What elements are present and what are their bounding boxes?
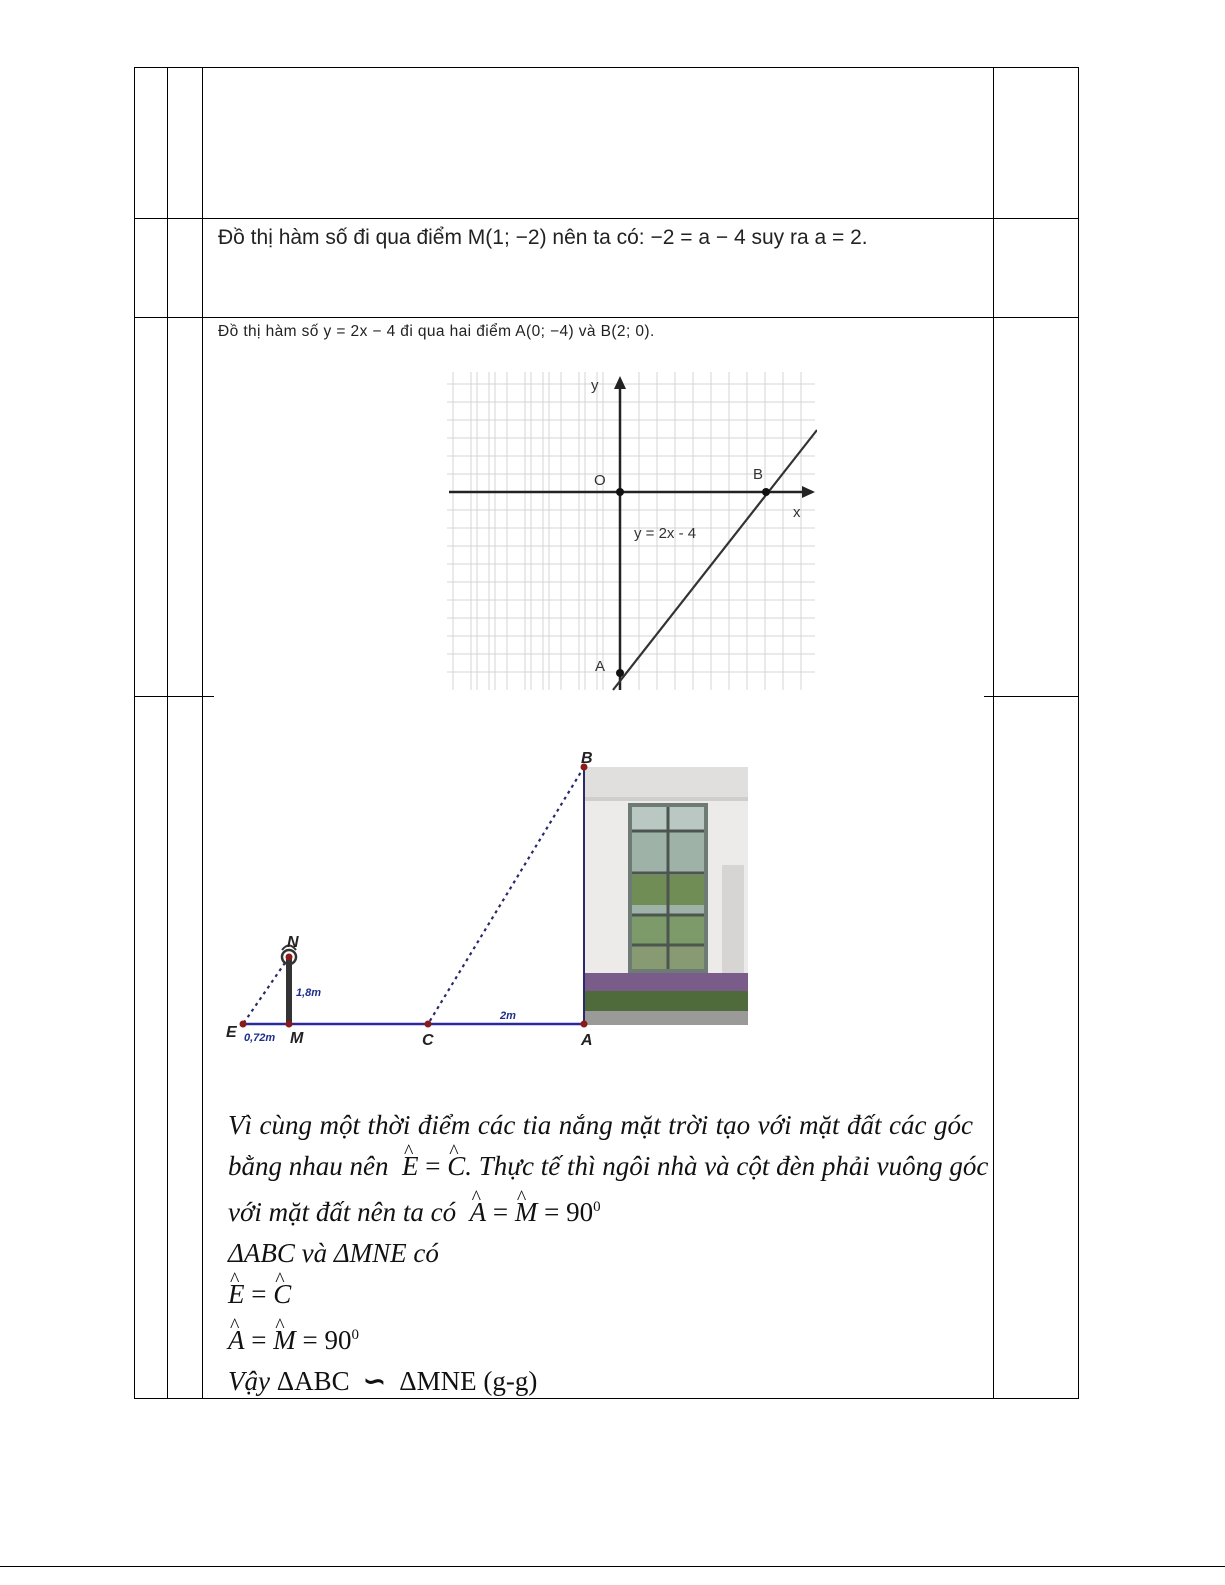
shadow-length-label: 0,72m xyxy=(244,1032,276,1044)
equals-sign: = xyxy=(251,1325,267,1355)
proof-line-1: Vì cùng một thời điểm các tia nắng mặt trời tạo với mặt đất các góc xyxy=(228,1110,973,1140)
row3-solution-text: Đồ thị hàm số y = 2x − 4 đi qua hai điểm A(0; −4) và B(2; 0). xyxy=(218,323,655,340)
proof-line-6 xyxy=(228,1315,973,1361)
proof-line-7 xyxy=(228,1361,973,1402)
degree-sup: 0 xyxy=(593,1199,601,1215)
graph-grid xyxy=(447,372,815,690)
distance-label: 2m xyxy=(500,1010,516,1022)
x-axis-label: x xyxy=(793,504,801,521)
proof-line-3-start: với mặt đất nên ta có xyxy=(228,1197,457,1227)
point-e-marker xyxy=(240,1021,247,1028)
function-graph xyxy=(447,372,817,692)
equals-sign: = xyxy=(251,1279,267,1309)
angle-m: ^ M xyxy=(515,1192,538,1233)
proof-line-4: ΔABC và ΔMNE có xyxy=(228,1238,439,1268)
label-m: M xyxy=(290,1030,304,1047)
label-b: B xyxy=(581,750,593,767)
line-equation-label: y = 2x - 4 xyxy=(634,525,697,542)
angle-e: ^ E xyxy=(402,1146,419,1187)
point-n-marker xyxy=(286,954,293,961)
origin-label: O xyxy=(594,472,606,489)
function-line xyxy=(613,430,817,690)
point-b xyxy=(762,488,770,496)
point-a-label: A xyxy=(595,658,606,675)
row-divider-3a xyxy=(134,696,214,697)
point-b-label: B xyxy=(753,466,764,483)
point-origin xyxy=(616,488,624,496)
page-bottom-rule xyxy=(0,1566,1225,1567)
angle-c: ^ C xyxy=(447,1146,465,1187)
proof-line-2 xyxy=(228,1146,989,1187)
x-axis-arrow-icon xyxy=(802,486,815,498)
column-divider-1 xyxy=(167,67,168,1399)
column-divider-3 xyxy=(993,67,994,1399)
row2-solution-text: Đồ thị hàm số đi qua điểm M(1; −2) nên ta có: −2 = a − 4 suy ra a = 2. xyxy=(218,226,868,249)
proof-line-5 xyxy=(228,1274,973,1315)
point-m-marker xyxy=(286,1021,293,1028)
equals-sign: = xyxy=(425,1151,441,1181)
triangle-mne: ΔMNE (g-g) xyxy=(399,1366,538,1396)
label-n: N xyxy=(287,934,299,951)
y-axis-label: y xyxy=(591,377,599,394)
point-a xyxy=(616,669,624,677)
ray-ne xyxy=(243,957,289,1024)
angle-c: ^ C xyxy=(273,1274,291,1315)
angle-a: ^ A xyxy=(470,1192,487,1233)
right-angle-value: = 90 xyxy=(302,1325,352,1355)
proof-text xyxy=(228,1105,989,1402)
y-axis-arrow-icon xyxy=(614,376,626,389)
building-image xyxy=(584,767,748,1025)
row-divider-2 xyxy=(134,317,1079,318)
triangle-abc: ΔABC xyxy=(276,1366,350,1396)
proof-line-2-end: . Thực tế thì ngôi nhà và cột đèn phải vuông góc xyxy=(465,1151,989,1181)
label-a: A xyxy=(581,1032,593,1049)
degree-sup: 0 xyxy=(351,1327,359,1343)
point-a-marker xyxy=(581,1021,588,1028)
conclusion-word: Vậy xyxy=(228,1366,270,1396)
height-label: 1,8m xyxy=(296,987,322,999)
row-divider-1 xyxy=(134,218,1079,219)
angle-m: ^ M xyxy=(273,1320,296,1361)
column-divider-2 xyxy=(202,67,203,1399)
shadow-figure xyxy=(220,745,755,1050)
label-e: E xyxy=(226,1024,237,1041)
row-divider-3b xyxy=(984,696,1079,697)
proof-line-3 xyxy=(228,1187,973,1233)
lamp-post xyxy=(286,959,292,1024)
angle-e: ^ E xyxy=(228,1274,245,1315)
proof-line-2-start: bằng nhau nên xyxy=(228,1151,389,1181)
similar-icon: ∽ xyxy=(363,1366,386,1396)
ray-bc xyxy=(428,767,584,1024)
equals-sign: = xyxy=(492,1197,509,1227)
angle-a: ^ A xyxy=(228,1320,245,1361)
right-angle-value: = 90 xyxy=(544,1197,594,1227)
point-c-marker xyxy=(425,1021,432,1028)
label-c: C xyxy=(422,1032,434,1049)
